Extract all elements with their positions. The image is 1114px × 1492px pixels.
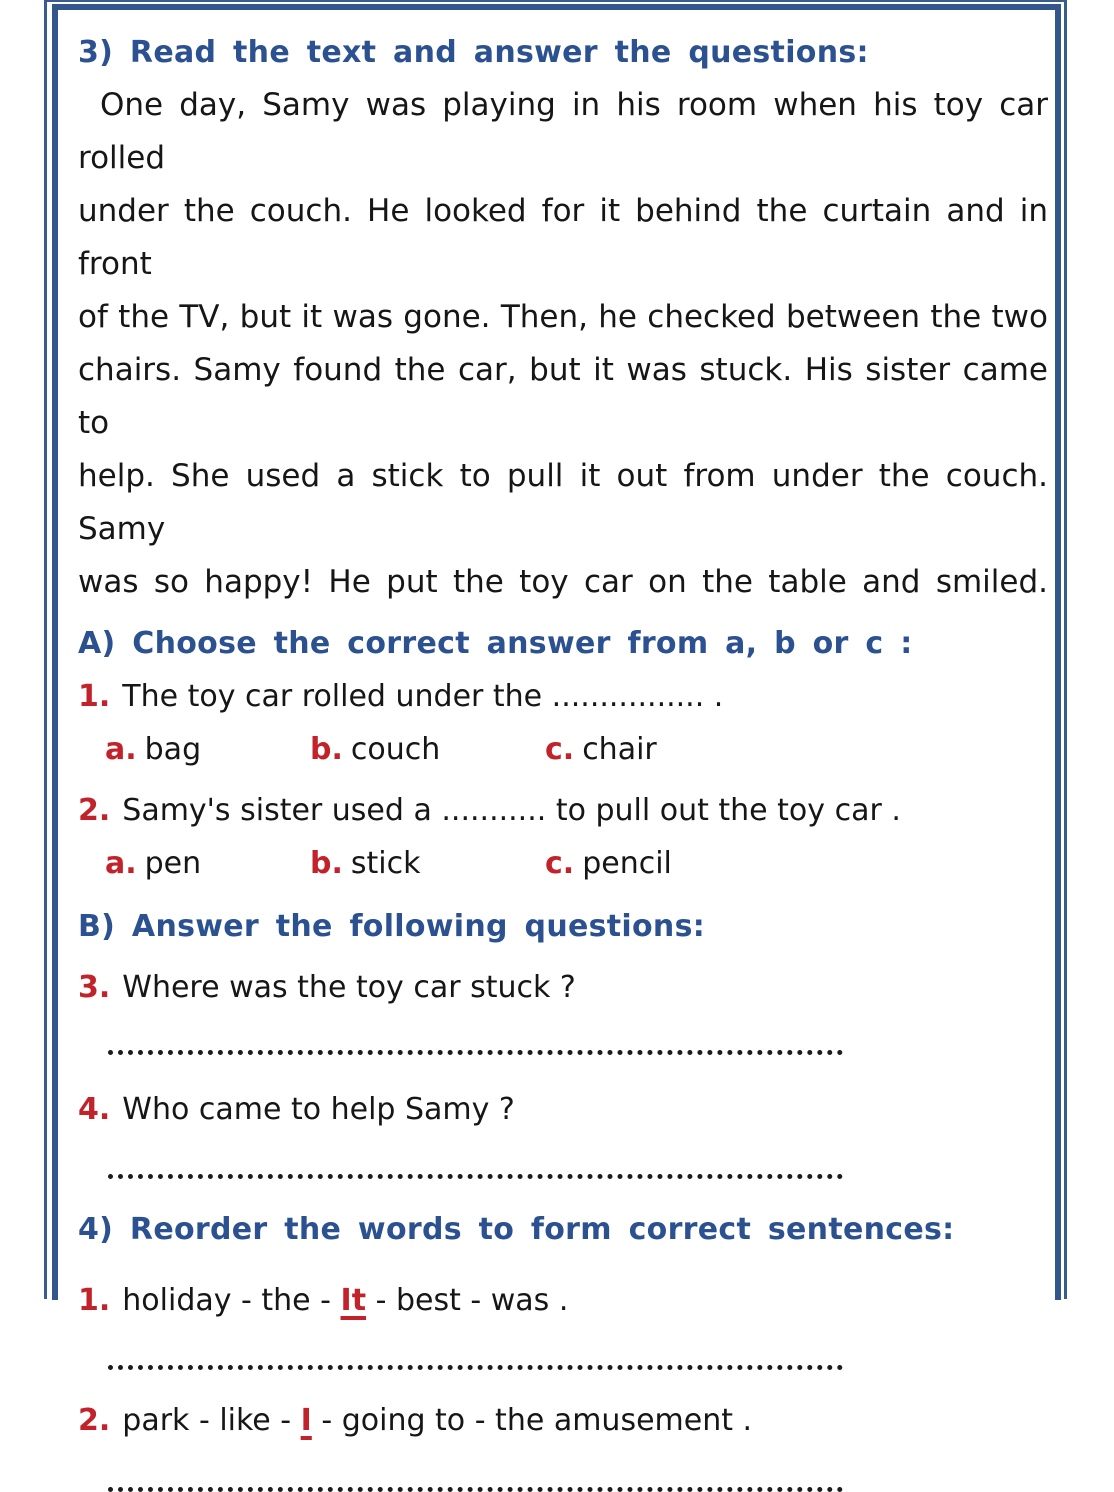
worksheet-content: [78, 26, 1048, 1492]
section3-heading: 3) Read the text and answer the questions:: [78, 35, 869, 70]
answer-line: [108, 1044, 843, 1055]
option-letter: c.: [545, 732, 575, 767]
option-word: couch: [350, 732, 441, 767]
answer-line: [108, 1481, 843, 1492]
question-text: Who came to help Samy ?: [122, 1092, 515, 1127]
reorder-item-2: [78, 1394, 1048, 1447]
option-word: chair: [582, 732, 657, 767]
reorder-words-pre: holiday - the -: [122, 1283, 341, 1318]
reorder-words-post: - going to - the amusement .: [311, 1403, 753, 1438]
question-number: 2.: [78, 793, 111, 828]
question-text: The toy car rolled under the ................ .: [122, 679, 724, 714]
question-number: 1.: [78, 679, 111, 714]
question-number: 3.: [78, 970, 111, 1005]
reorder-item-1: [78, 1274, 1048, 1327]
options-row-q1: [78, 723, 1048, 776]
question-1: [78, 670, 1048, 723]
question-4: [78, 1083, 1048, 1136]
option-word: bag: [144, 732, 202, 767]
option-letter: a.: [105, 846, 137, 881]
option-c: [545, 723, 657, 776]
option-letter: c.: [545, 846, 575, 881]
question-3: [78, 961, 1048, 1014]
option-letter: b.: [310, 732, 343, 767]
passage-line: under the couch. He looked for it behind the curtain and in front: [78, 193, 1048, 282]
passage-line: was so happy! He put the toy car on the table and smiled.: [78, 564, 1048, 600]
passage-line: One day, Samy was playing in his room when his toy car rolled: [78, 87, 1048, 176]
question-2: [78, 784, 1048, 837]
option-letter: a.: [105, 732, 137, 767]
options-row-q2: [78, 837, 1048, 890]
answer-line: [108, 1168, 843, 1179]
reorder-words-post: - best - was .: [366, 1283, 569, 1318]
question-text: Where was the toy car stuck ?: [122, 970, 576, 1005]
reorder-word-highlighted: I: [300, 1403, 312, 1438]
answer-line: [108, 1359, 843, 1370]
reorder-word-highlighted: It: [340, 1283, 367, 1318]
option-word: pen: [144, 846, 202, 881]
question-number: 4.: [78, 1092, 111, 1127]
partA-heading: A) Choose the correct answer from a, b or c :: [78, 626, 913, 661]
passage-line: help. She used a stick to pull it out from under the couch. Samy: [78, 458, 1048, 547]
question-number: 1.: [78, 1283, 111, 1318]
question-number: 2.: [78, 1403, 111, 1438]
option-letter: b.: [310, 846, 343, 881]
option-b: [310, 837, 545, 890]
option-word: pencil: [582, 846, 672, 881]
question-text: Samy's sister used a ........... to pull out the toy car .: [122, 793, 901, 828]
option-c: [545, 837, 672, 890]
section4-heading: 4) Reorder the words to form correct sentences:: [78, 1212, 955, 1247]
option-b: [310, 723, 545, 776]
reading-passage: [78, 79, 1048, 609]
option-a: [105, 837, 310, 890]
partB-heading: B) Answer the following questions:: [78, 909, 706, 944]
option-a: [105, 723, 310, 776]
passage-line: chairs. Samy found the car, but it was stuck. His sister came to: [78, 352, 1048, 441]
option-word: stick: [350, 846, 421, 881]
reorder-words-pre: park - like -: [122, 1403, 301, 1438]
passage-line: of the TV, but it was gone. Then, he checked between the two: [78, 299, 1048, 335]
